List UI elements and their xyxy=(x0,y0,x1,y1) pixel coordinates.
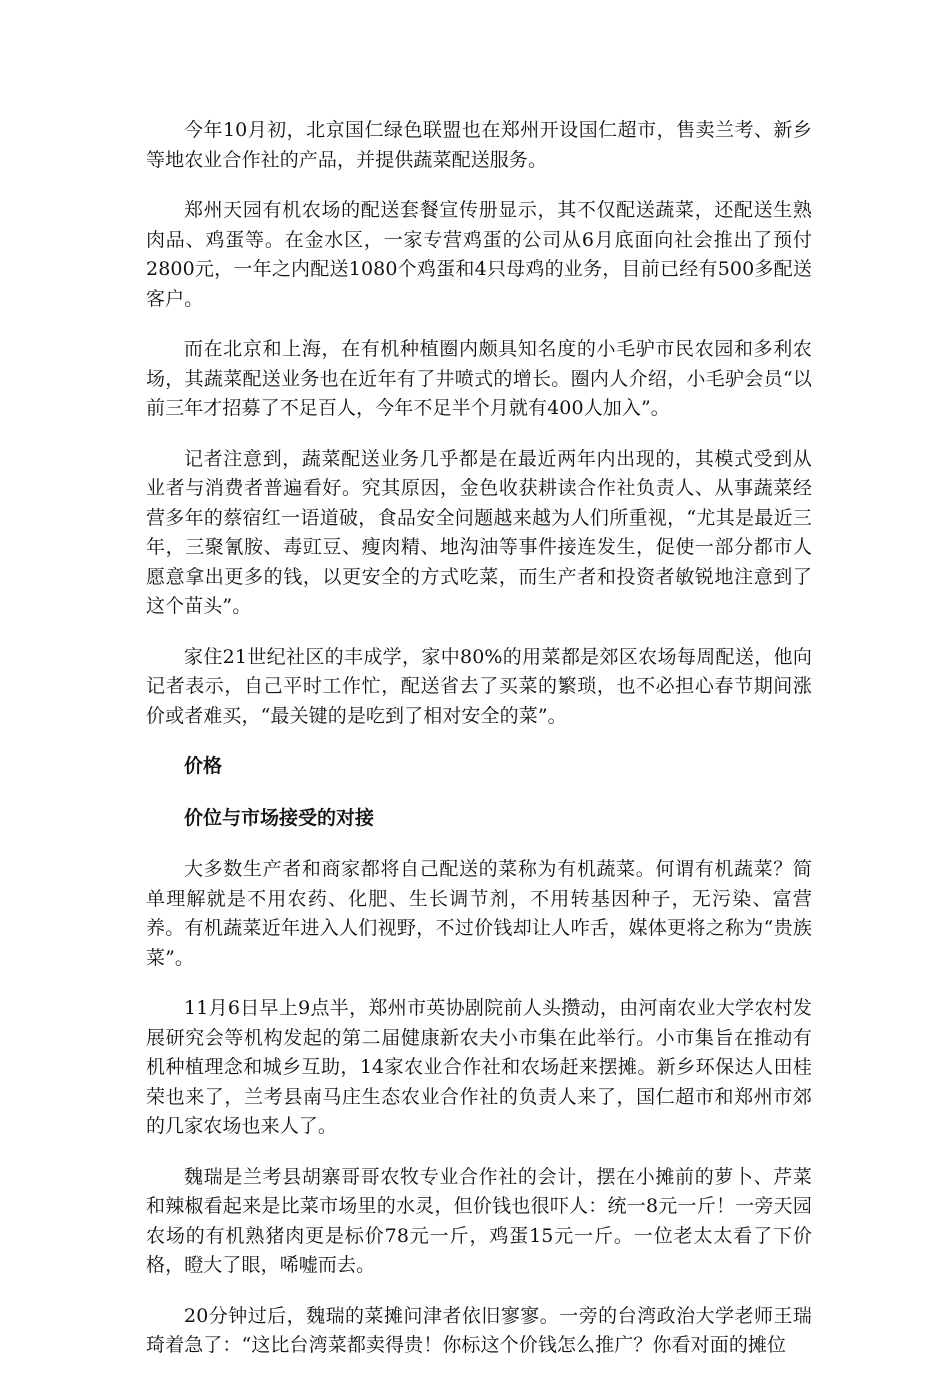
document-page xyxy=(146,116,812,1382)
sub-heading: 价位与市场接受的对接 xyxy=(184,806,375,829)
paragraph-wei-rui: 魏瑞是兰考县胡寨哥哥农牧专业合作社的会计，摆在小摊前的萝卜、芹菜和辣椒看起来是比菜市场里的水灵，但价钱也很吓人：统一8元一斤！一旁天园农场的有机熟猪肉更是标价78元一斤，鸡蛋15元一斤。一位老太太看了下价格，瞪大了眼，唏嘘而去。 xyxy=(146,1165,812,1276)
paragraph-organic-vegetables: 大多数生产者和商家都将自己配送的菜称为有机蔬菜。何谓有机蔬菜？简单理解就是不用农药、化肥、生长调节剂，不用转基因种子，无污染、富营养。有机蔬菜近年进入人们视野，不过价钱却让人咋舌，媒体更将之称为“贵族菜”。 xyxy=(146,858,812,969)
paragraph-resident-feng: 家住21世纪社区的丰成学，家中80%的用菜都是郊区农场每周配送，他向记者表示，自己平时工作忙，配送省去了买菜的繁琐，也不必担心春节期间涨价或者难买，“最关键的是吃到了相对安全的菜”。 xyxy=(146,645,812,727)
paragraph-farmers-market: 11月6日早上9点半，郑州市英协剧院前人头攒动，由河南农业大学农村发展研究会等机构发起的第二届健康新农夫小市集在此举行。小市集旨在推动有机种植理念和城乡互助，14家农业合作社和农场赶来摆摊。新乡环保达人田桂荣也来了，兰考县南马庄生态农业合作社的负责人来了，国仁超市和郑州市郊的几家农场也来人了。 xyxy=(146,997,812,1137)
paragraph-guoren-supermarket: 今年10月初，北京国仁绿色联盟也在郑州开设国仁超市，售卖兰考、新乡等地农业合作社的产品，并提供蔬菜配送服务。 xyxy=(146,119,812,171)
paragraph-tianyuan-farm: 郑州天园有机农场的配送套餐宣传册显示，其不仅配送蔬菜，还配送生熟肉品、鸡蛋等。在金水区，一家专营鸡蛋的公司从6月底面向社会推出了预付2800元，一年之内配送1080个鸡蛋和4只母鸡的业务，目前已经有500多配送客户。 xyxy=(146,199,812,310)
paragraph-beijing-shanghai: 而在北京和上海，在有机种植圈内颇具知名度的小毛驴市民农园和多利农场，其蔬菜配送业务也在近年有了井喷式的增长。圈内人介绍，小毛驴会员“以前三年才招募了不足百人，今年不足半个月就有400人加入”。 xyxy=(146,338,812,419)
paragraph-reporter-notes: 记者注意到，蔬菜配送业务几乎都是在最近两年内出现的，其模式受到从业者与消费者普遍看好。究其原因，金色收获耕读合作社负责人、从事蔬菜经营多年的蔡宿红一语道破，食品安全问题越来越为人们所重视，“尤其是最近三年，三聚氰胺、毒豇豆、瘦肉精、地沟油等事件接连发生，促使一部分都市人愿意拿出更多的钱，以更安全的方式吃菜，而生产者和投资者敏锐地注意到了这个苗头”。 xyxy=(146,447,812,617)
section-heading: 价格 xyxy=(184,755,223,777)
paragraph-twenty-minutes: 20分钟过后，魏瑞的菜摊问津者依旧寥寥。一旁的台湾政治大学老师王瑞琦着急了：“这比台湾菜都卖得贵！你标这个价钱怎么推广？你看对面的摊位 xyxy=(146,1304,812,1356)
